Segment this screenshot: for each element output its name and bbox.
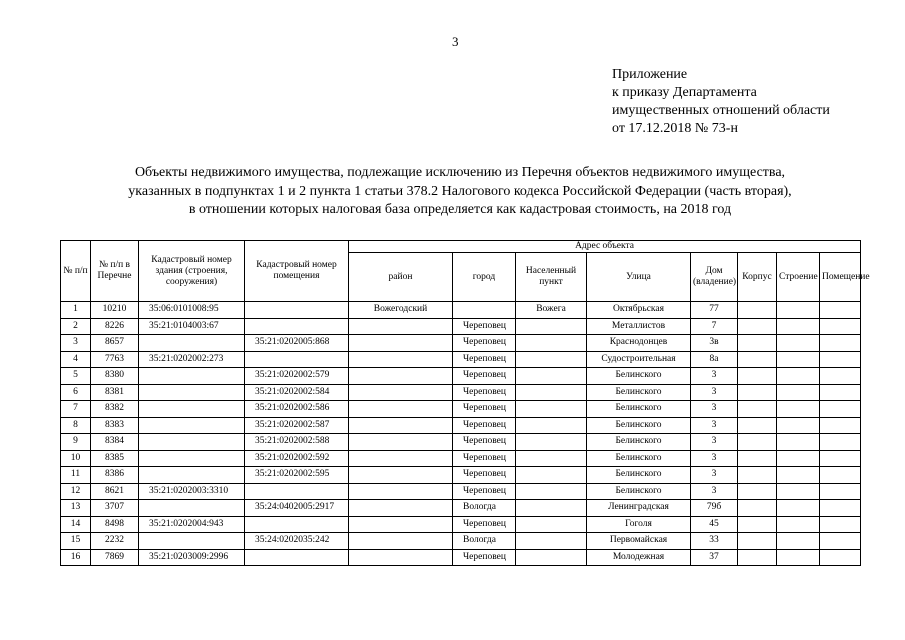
cell-building-cadastral: 35:21:0202002:273 bbox=[139, 351, 245, 368]
header-structure: Строение bbox=[777, 253, 820, 302]
cell-structure bbox=[777, 302, 820, 319]
cell-settlement bbox=[516, 467, 587, 484]
table-row bbox=[61, 434, 861, 451]
objects-table bbox=[60, 240, 870, 566]
cell-structure bbox=[777, 500, 820, 517]
cell-city: Вологда bbox=[453, 533, 516, 550]
cell-premises bbox=[820, 417, 861, 434]
cell-list-num: 8385 bbox=[91, 450, 139, 467]
cell-list-num: 2232 bbox=[91, 533, 139, 550]
cell-house: 33 bbox=[691, 533, 738, 550]
cell-settlement bbox=[516, 351, 587, 368]
cell-premises bbox=[820, 434, 861, 451]
cell-settlement bbox=[516, 450, 587, 467]
cell-district: Вожегодский bbox=[349, 302, 453, 319]
cell-block bbox=[738, 384, 777, 401]
cell-premises bbox=[820, 302, 861, 319]
cell-settlement bbox=[516, 401, 587, 418]
cell-premises-cadastral: 35:21:0202002:579 bbox=[245, 368, 349, 385]
cell-block bbox=[738, 318, 777, 335]
cell-premises bbox=[820, 533, 861, 550]
cell-building-cadastral bbox=[139, 368, 245, 385]
cell-settlement bbox=[516, 533, 587, 550]
cell-premises-cadastral: 35:21:0202002:584 bbox=[245, 384, 349, 401]
cell-list-num: 8657 bbox=[91, 335, 139, 352]
cell-structure bbox=[777, 434, 820, 451]
cell-district bbox=[349, 434, 453, 451]
table-row bbox=[61, 302, 861, 319]
cell-settlement bbox=[516, 335, 587, 352]
page-number: 3 bbox=[452, 34, 459, 49]
cell-premises bbox=[820, 483, 861, 500]
cell-building-cadastral: 35:21:0202003:3310 bbox=[139, 483, 245, 500]
cell-district bbox=[349, 549, 453, 566]
cell-num: 1 bbox=[61, 302, 91, 319]
header-premises: Помещение bbox=[820, 253, 861, 302]
cell-num: 8 bbox=[61, 417, 91, 434]
cell-street: Белинского bbox=[587, 368, 691, 385]
cell-list-num: 8380 bbox=[91, 368, 139, 385]
cell-premises-cadastral: 35:24:0202035:242 bbox=[245, 533, 349, 550]
appendix-line-3: имущественных отношений области bbox=[612, 103, 830, 118]
cell-list-num: 7763 bbox=[91, 351, 139, 368]
cell-list-num: 8621 bbox=[91, 483, 139, 500]
cell-district bbox=[349, 483, 453, 500]
cell-street: Гоголя bbox=[587, 516, 691, 533]
cell-premises bbox=[820, 549, 861, 566]
cell-premises bbox=[820, 384, 861, 401]
cell-street: Белинского bbox=[587, 401, 691, 418]
cell-settlement bbox=[516, 368, 587, 385]
cell-block bbox=[738, 401, 777, 418]
cell-district bbox=[349, 467, 453, 484]
table-row bbox=[61, 516, 861, 533]
cell-city: Череповец bbox=[453, 335, 516, 352]
header-list-num: № п/п в Перечне bbox=[91, 241, 139, 302]
cell-structure bbox=[777, 467, 820, 484]
cell-district bbox=[349, 318, 453, 335]
cell-premises-cadastral: 35:21:0202005:868 bbox=[245, 335, 349, 352]
cell-district bbox=[349, 516, 453, 533]
cell-premises bbox=[820, 318, 861, 335]
header-district: район bbox=[349, 253, 453, 302]
table-row bbox=[61, 549, 861, 566]
cell-premises-cadastral bbox=[245, 483, 349, 500]
cell-num: 4 bbox=[61, 351, 91, 368]
cell-structure bbox=[777, 384, 820, 401]
cell-city: Череповец bbox=[453, 549, 516, 566]
cell-num: 9 bbox=[61, 434, 91, 451]
cell-city: Череповец bbox=[453, 318, 516, 335]
cell-house: 3 bbox=[691, 401, 738, 418]
cell-building-cadastral bbox=[139, 335, 245, 352]
cell-num: 3 bbox=[61, 335, 91, 352]
cell-structure bbox=[777, 335, 820, 352]
cell-settlement bbox=[516, 434, 587, 451]
appendix-line-1: Приложение bbox=[612, 67, 688, 82]
cell-num: 11 bbox=[61, 467, 91, 484]
title-line-1: Объекты недвижимого имущества, подлежащие исключению из Перечня объектов недвижимого имущества, bbox=[134, 165, 786, 180]
cell-house: 7 bbox=[691, 318, 738, 335]
table-row bbox=[61, 417, 861, 434]
cell-block bbox=[738, 450, 777, 467]
cell-list-num: 8382 bbox=[91, 401, 139, 418]
cell-num: 6 bbox=[61, 384, 91, 401]
cell-city: Череповец bbox=[453, 483, 516, 500]
table-row bbox=[61, 401, 861, 418]
cell-city: Череповец bbox=[453, 351, 516, 368]
cell-district bbox=[349, 450, 453, 467]
cell-list-num: 8381 bbox=[91, 384, 139, 401]
cell-street: Металлистов bbox=[587, 318, 691, 335]
cell-premises-cadastral: 35:21:0202002:586 bbox=[245, 401, 349, 418]
cell-structure bbox=[777, 483, 820, 500]
cell-block bbox=[738, 434, 777, 451]
cell-street: Октябрьская bbox=[587, 302, 691, 319]
cell-settlement bbox=[516, 384, 587, 401]
cell-house: 3 bbox=[691, 434, 738, 451]
cell-block bbox=[738, 417, 777, 434]
cell-premises-cadastral bbox=[245, 318, 349, 335]
cell-block bbox=[738, 302, 777, 319]
header-street: Улица bbox=[587, 253, 691, 302]
cell-structure bbox=[777, 450, 820, 467]
table-row bbox=[61, 368, 861, 385]
cell-house: 3 bbox=[691, 450, 738, 467]
appendix-line-2: к приказу Департамента bbox=[612, 85, 757, 100]
cell-list-num: 7869 bbox=[91, 549, 139, 566]
cell-building-cadastral bbox=[139, 533, 245, 550]
cell-district bbox=[349, 335, 453, 352]
cell-list-num: 8383 bbox=[91, 417, 139, 434]
cell-list-num: 10210 bbox=[91, 302, 139, 319]
table-row bbox=[61, 351, 861, 368]
cell-list-num: 8226 bbox=[91, 318, 139, 335]
cell-building-cadastral: 35:06:0101008:95 bbox=[139, 302, 245, 319]
cell-num: 10 bbox=[61, 450, 91, 467]
cell-structure bbox=[777, 417, 820, 434]
cell-house: 3 bbox=[691, 467, 738, 484]
cell-house: 77 bbox=[691, 302, 738, 319]
cell-street: Краснодонцев bbox=[587, 335, 691, 352]
cell-house: 8а bbox=[691, 351, 738, 368]
cell-city: Череповец bbox=[453, 368, 516, 385]
table-body bbox=[61, 302, 861, 566]
cell-structure bbox=[777, 516, 820, 533]
cell-street: Белинского bbox=[587, 467, 691, 484]
cell-block bbox=[738, 516, 777, 533]
header-num: № п/п bbox=[61, 241, 91, 302]
cell-building-cadastral: 35:21:0104003:67 bbox=[139, 318, 245, 335]
cell-building-cadastral bbox=[139, 467, 245, 484]
cell-building-cadastral bbox=[139, 450, 245, 467]
cell-num: 12 bbox=[61, 483, 91, 500]
cell-num: 5 bbox=[61, 368, 91, 385]
cell-block bbox=[738, 335, 777, 352]
cell-block bbox=[738, 351, 777, 368]
cell-district bbox=[349, 351, 453, 368]
cell-district bbox=[349, 384, 453, 401]
cell-city: Череповец bbox=[453, 450, 516, 467]
cell-premises-cadastral: 35:21:0202002:587 bbox=[245, 417, 349, 434]
cell-settlement bbox=[516, 549, 587, 566]
cell-district bbox=[349, 417, 453, 434]
title-line-2: указанных в подпунктах 1 и 2 пункта 1 статьи 378.2 Налогового кодекса Российской Федерации (часть вторая), bbox=[128, 183, 792, 199]
cell-street: Молодежная bbox=[587, 549, 691, 566]
cell-house: 3 bbox=[691, 483, 738, 500]
cell-city: Череповец bbox=[453, 417, 516, 434]
cell-premises bbox=[820, 450, 861, 467]
cell-premises bbox=[820, 500, 861, 517]
cell-house: 37 bbox=[691, 549, 738, 566]
cell-block bbox=[738, 467, 777, 484]
cell-building-cadastral: 35:21:0203009:2996 bbox=[139, 549, 245, 566]
cell-district bbox=[349, 533, 453, 550]
cell-premises bbox=[820, 335, 861, 352]
cell-num: 2 bbox=[61, 318, 91, 335]
cell-block bbox=[738, 500, 777, 517]
cell-street: Белинского bbox=[587, 384, 691, 401]
table-row bbox=[61, 384, 861, 401]
cell-building-cadastral bbox=[139, 417, 245, 434]
cell-street: Белинского bbox=[587, 434, 691, 451]
cell-house: 3 bbox=[691, 368, 738, 385]
cell-num: 16 bbox=[61, 549, 91, 566]
cell-premises bbox=[820, 401, 861, 418]
table-row bbox=[61, 318, 861, 335]
cell-settlement bbox=[516, 500, 587, 517]
cell-premises-cadastral: 35:21:0202002:595 bbox=[245, 467, 349, 484]
cell-premises-cadastral: 35:21:0202002:588 bbox=[245, 434, 349, 451]
cell-block bbox=[738, 549, 777, 566]
cell-city: Череповец bbox=[453, 384, 516, 401]
cell-street: Судостроительная bbox=[587, 351, 691, 368]
cell-premises bbox=[820, 368, 861, 385]
cell-city: Череповец bbox=[453, 467, 516, 484]
cell-premises bbox=[820, 516, 861, 533]
cell-settlement: Вожега bbox=[516, 302, 587, 319]
cell-building-cadastral: 35:21:0202004:943 bbox=[139, 516, 245, 533]
cell-settlement bbox=[516, 483, 587, 500]
cell-structure bbox=[777, 318, 820, 335]
table-row bbox=[61, 483, 861, 500]
cell-structure bbox=[777, 401, 820, 418]
cell-block bbox=[738, 368, 777, 385]
cell-building-cadastral bbox=[139, 434, 245, 451]
cell-premises-cadastral bbox=[245, 351, 349, 368]
cell-structure bbox=[777, 549, 820, 566]
cell-building-cadastral bbox=[139, 384, 245, 401]
cell-list-num: 3707 bbox=[91, 500, 139, 517]
cell-city bbox=[453, 302, 516, 319]
cell-premises bbox=[820, 351, 861, 368]
cell-settlement bbox=[516, 516, 587, 533]
cell-house: 45 bbox=[691, 516, 738, 533]
cell-street: Ленинградская bbox=[587, 500, 691, 517]
cell-block bbox=[738, 533, 777, 550]
cell-street: Первомайская bbox=[587, 533, 691, 550]
header-address-group: Адрес объекта bbox=[349, 241, 861, 253]
cell-building-cadastral bbox=[139, 500, 245, 517]
table-row bbox=[61, 533, 861, 550]
header-city: город bbox=[453, 253, 516, 302]
cell-settlement bbox=[516, 417, 587, 434]
cell-structure bbox=[777, 368, 820, 385]
header-house: Дом (владение) bbox=[691, 253, 738, 302]
cell-district bbox=[349, 500, 453, 517]
cell-list-num: 8384 bbox=[91, 434, 139, 451]
cell-street: Белинского bbox=[587, 483, 691, 500]
cell-settlement bbox=[516, 318, 587, 335]
cell-city: Череповец bbox=[453, 401, 516, 418]
table-row bbox=[61, 335, 861, 352]
cell-district bbox=[349, 368, 453, 385]
cell-num: 15 bbox=[61, 533, 91, 550]
cell-street: Белинского bbox=[587, 417, 691, 434]
document-title bbox=[60, 164, 860, 220]
cell-structure bbox=[777, 351, 820, 368]
cell-house: 79б bbox=[691, 500, 738, 517]
cell-street: Белинского bbox=[587, 450, 691, 467]
cell-premises-cadastral bbox=[245, 302, 349, 319]
cell-city: Череповец bbox=[453, 434, 516, 451]
cell-premises-cadastral: 35:24:0402005:2917 bbox=[245, 500, 349, 517]
cell-house: 3 bbox=[691, 384, 738, 401]
header-premises-cadastral: Кадастровый номер помещения bbox=[245, 241, 349, 302]
cell-block bbox=[738, 483, 777, 500]
cell-structure bbox=[777, 533, 820, 550]
cell-list-num: 8386 bbox=[91, 467, 139, 484]
cell-building-cadastral bbox=[139, 401, 245, 418]
header-building-cadastral: Кадастровый номер здания (строения, сооружения) bbox=[139, 241, 245, 302]
cell-premises bbox=[820, 467, 861, 484]
title-line-3: в отношении которых налоговая база определяется как кадастровая стоимость, на 2018 год bbox=[188, 202, 732, 217]
cell-num: 7 bbox=[61, 401, 91, 418]
cell-num: 14 bbox=[61, 516, 91, 533]
appendix-line-4: от 17.12.2018 № 73-н bbox=[612, 121, 738, 136]
cell-premises-cadastral bbox=[245, 516, 349, 533]
cell-num: 13 bbox=[61, 500, 91, 517]
header-settlement: Населенный пункт bbox=[516, 253, 587, 302]
cell-house: 3 bbox=[691, 417, 738, 434]
table-row bbox=[61, 467, 861, 484]
cell-premises-cadastral bbox=[245, 549, 349, 566]
cell-district bbox=[349, 401, 453, 418]
table-row bbox=[61, 500, 861, 517]
appendix-block bbox=[612, 66, 830, 138]
header-block: Корпус bbox=[738, 253, 777, 302]
table-row bbox=[61, 450, 861, 467]
cell-premises-cadastral: 35:21:0202002:592 bbox=[245, 450, 349, 467]
cell-city: Вологда bbox=[453, 500, 516, 517]
cell-city: Череповец bbox=[453, 516, 516, 533]
cell-list-num: 8498 bbox=[91, 516, 139, 533]
cell-house: 3в bbox=[691, 335, 738, 352]
